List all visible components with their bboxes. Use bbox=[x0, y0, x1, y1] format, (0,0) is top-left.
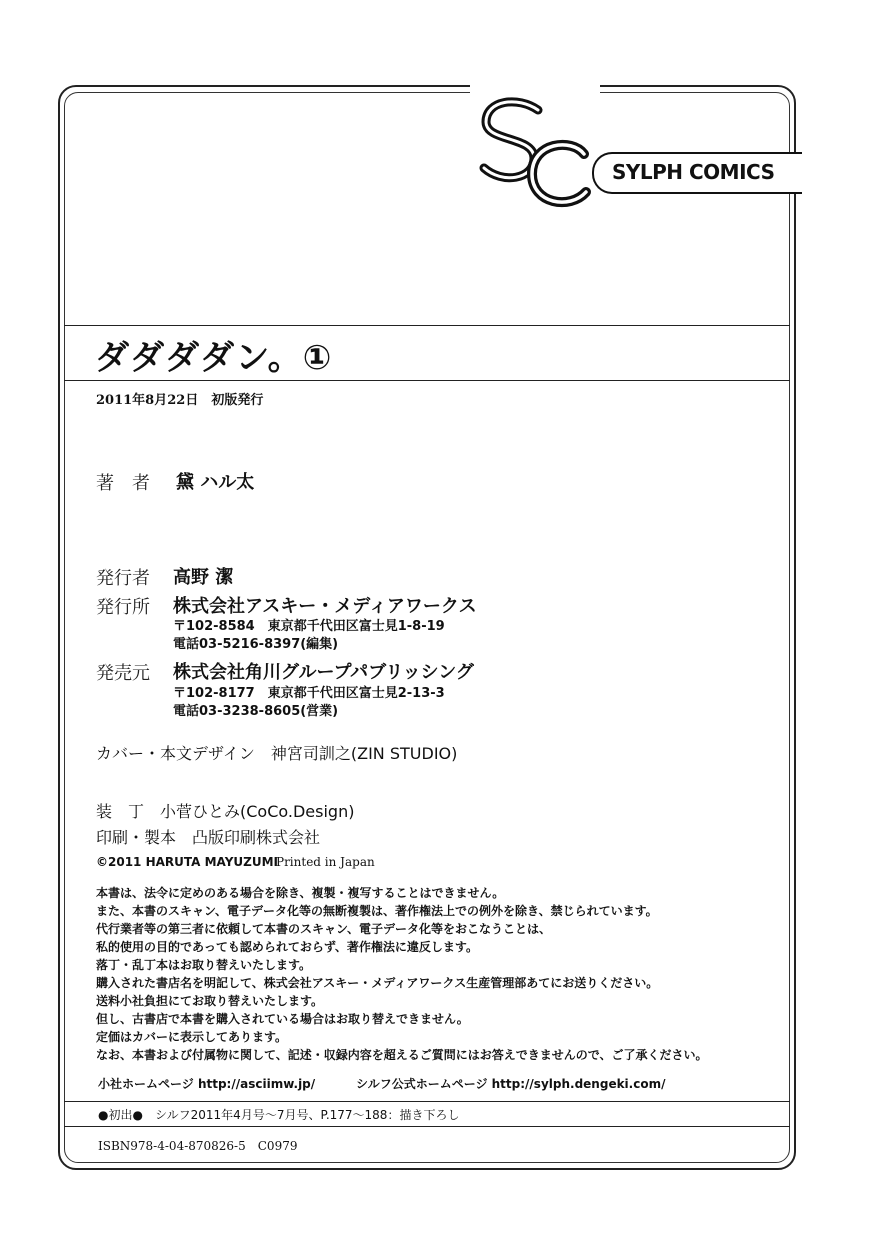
sylph-homepage: シルフ公式ホームページ http://sylph.dengeki.com/ bbox=[356, 1077, 666, 1091]
notice-line: 私的使用の目的であっても認められておらず、著作権法に違反します。 bbox=[96, 940, 478, 954]
publisher-phone: 電話03-5216-8397(編集) bbox=[173, 637, 339, 652]
publisher-name: 株式会社アスキー・メディアワークス bbox=[173, 596, 477, 617]
notice-line: 定価はカバーに表示してあります。 bbox=[96, 1030, 288, 1044]
isbn: ISBN978-4-04-870826-5 C0979 bbox=[98, 1139, 298, 1153]
first-appearance-top-rule bbox=[64, 1101, 790, 1102]
publisher-label: 発行所 bbox=[96, 597, 150, 618]
distributor-label: 発売元 bbox=[96, 663, 150, 684]
distributor-name: 株式会社角川グループパブリッシング bbox=[173, 662, 474, 683]
notice-line: 代行業者等の第三者に依頼して本書のスキャン、電子データ化等をおこなうことは、 bbox=[96, 922, 552, 936]
book-title: ダダダダン。① bbox=[95, 338, 333, 378]
copyright-holder: ©2011 HARUTA MAYUZUMI bbox=[96, 855, 278, 869]
distributor-phone: 電話03-3238-8605(営業) bbox=[173, 704, 339, 719]
notice-line: 購入された書店名を明記して、株式会社アスキー・メディアワークス生産管理部あてにお送りください。 bbox=[96, 976, 659, 990]
printed-in: Printed in Japan bbox=[276, 855, 375, 869]
brand-name: SYLPH COMICS bbox=[612, 160, 775, 184]
printing-credit: 印刷・製本 凸版印刷株式会社 bbox=[96, 828, 321, 847]
author-name: 黛 ハル太 bbox=[176, 472, 255, 493]
publisher-person-label: 発行者 bbox=[96, 568, 150, 589]
first-appearance-bottom-rule bbox=[64, 1126, 790, 1127]
notice-line: なお、本書および付属物に関して、記述・収録内容を超えるご質問にはお答えできませんので、ご了承ください。 bbox=[96, 1048, 708, 1062]
legal-notices bbox=[96, 884, 708, 1064]
title-bottom-rule bbox=[64, 380, 790, 381]
sylph-comics-logo bbox=[476, 96, 596, 214]
author-label: 著 者 bbox=[96, 473, 150, 494]
company-homepage: 小社ホームページ http://asciimw.jp/ bbox=[98, 1077, 316, 1091]
design-credit: カバー・本文デザイン 神宮司訓之(ZIN STUDIO) bbox=[96, 744, 458, 763]
notice-line: 送料小社負担にてお取り替えいたします。 bbox=[96, 994, 324, 1008]
notice-line: 本書は、法令に定めのある場合を除き、複製・複写することはできません。 bbox=[96, 886, 505, 900]
notice-line: 但し、古書店で本書を購入されている場合はお取り替えできません。 bbox=[96, 1012, 469, 1026]
binding-credit: 装 丁 小菅ひとみ(CoCo.Design) bbox=[96, 802, 355, 821]
title-top-rule bbox=[64, 325, 790, 326]
publish-date: 2011年8月22日 初版発行 bbox=[96, 393, 264, 408]
first-appearance: ●初出● シルフ2011年4月号～7月号、P.177～188：描き下ろし bbox=[98, 1108, 460, 1122]
publisher-address: 〒102-8584 東京都千代田区富士見1-8-19 bbox=[173, 619, 445, 634]
notice-line: 落丁・乱丁本はお取り替えいたします。 bbox=[96, 958, 312, 972]
publisher-person-name: 高野 潔 bbox=[173, 567, 234, 588]
notice-line: また、本書のスキャン、電子データ化等の無断複製は、著作権法上での例外を除き、禁じられています。 bbox=[96, 904, 658, 918]
distributor-address: 〒102-8177 東京都千代田区富士見2-13-3 bbox=[173, 686, 445, 701]
